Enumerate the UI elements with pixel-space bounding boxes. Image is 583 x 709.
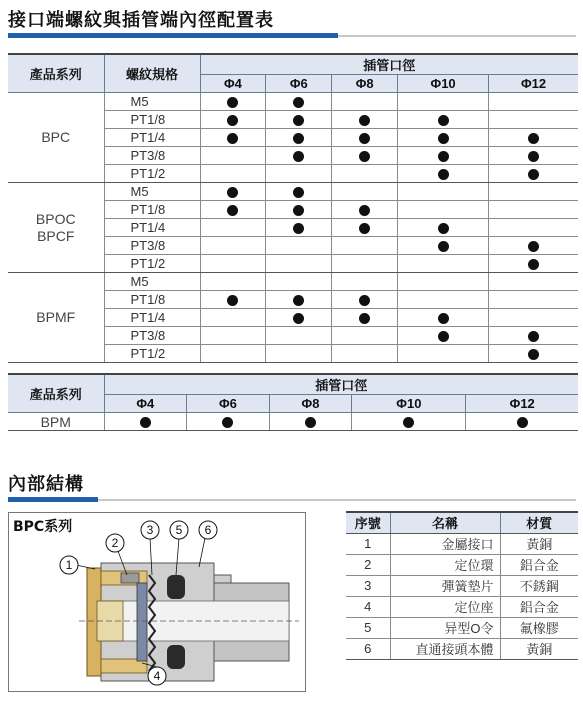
empty-cell: [200, 309, 266, 327]
o-ring: [167, 575, 185, 599]
available-dot-icon: [438, 241, 449, 252]
table-row: [346, 575, 578, 596]
availability-dot-cell: [489, 147, 578, 165]
available-dot-icon: [359, 133, 370, 144]
part-material-cell: 氟橡膠: [500, 617, 578, 638]
empty-cell: [200, 255, 266, 273]
empty-cell: [200, 165, 266, 183]
table-row: [346, 533, 578, 554]
series-cell: BPM: [8, 413, 104, 431]
thread-cell: PT1/8: [104, 291, 200, 309]
thread-cell: M5: [104, 183, 200, 201]
tube-size-header: Φ6: [187, 395, 270, 413]
availability-dot-cell: [200, 201, 266, 219]
availability-dot-cell: [266, 93, 332, 111]
availability-dot-cell: [398, 129, 489, 147]
availability-dot-cell: [266, 291, 332, 309]
col-name-header: 名稱: [390, 512, 500, 533]
empty-cell: [332, 327, 398, 345]
part-name-cell: 金屬接口: [390, 533, 500, 554]
available-dot-icon: [359, 223, 370, 234]
available-dot-icon: [438, 115, 449, 126]
empty-cell: [266, 165, 332, 183]
tube-size-header: Φ4: [104, 395, 187, 413]
availability-dot-cell: [398, 327, 489, 345]
locating-ring: [121, 573, 139, 583]
availability-dot-cell: [398, 219, 489, 237]
availability-dot-cell: [489, 327, 578, 345]
title-rule: [8, 497, 576, 502]
availability-dot-cell: [104, 413, 187, 431]
availability-dot-cell: [489, 255, 578, 273]
col-tube-group-header: 插管口徑: [104, 374, 578, 395]
tube-size-header: Φ12: [489, 75, 578, 93]
availability-dot-cell: [332, 291, 398, 309]
availability-dot-cell: [332, 309, 398, 327]
available-dot-icon: [293, 151, 304, 162]
tube-size-header: Φ6: [266, 75, 332, 93]
available-dot-icon: [528, 169, 539, 180]
empty-cell: [200, 327, 266, 345]
availability-dot-cell: [266, 111, 332, 129]
availability-dot-cell: [200, 129, 266, 147]
callout-number: 5: [175, 523, 183, 537]
thread-cell: PT1/8: [104, 111, 200, 129]
available-dot-icon: [293, 187, 304, 198]
thread-cell: PT1/8: [104, 201, 200, 219]
available-dot-icon: [227, 205, 238, 216]
part-material-cell: 黃銅: [500, 533, 578, 554]
availability-dot-cell: [398, 111, 489, 129]
thread-cell: PT3/8: [104, 327, 200, 345]
available-dot-icon: [227, 97, 238, 108]
part-no-cell: 4: [346, 596, 390, 617]
callout-number: 4: [153, 669, 161, 683]
available-dot-icon: [293, 295, 304, 306]
available-dot-icon: [528, 133, 539, 144]
availability-dot-cell: [266, 201, 332, 219]
available-dot-icon: [140, 417, 151, 428]
thread-cell: M5: [104, 93, 200, 111]
availability-dot-cell: [398, 147, 489, 165]
empty-cell: [200, 345, 266, 363]
availability-dot-cell: [332, 111, 398, 129]
available-dot-icon: [227, 133, 238, 144]
available-dot-icon: [528, 241, 539, 252]
availability-dot-cell: [398, 237, 489, 255]
availability-dot-cell: [266, 129, 332, 147]
empty-cell: [332, 93, 398, 111]
series-cell: BPMF: [8, 273, 104, 363]
available-dot-icon: [293, 115, 304, 126]
part-no-cell: 1: [346, 533, 390, 554]
available-dot-icon: [438, 133, 449, 144]
availability-dot-cell: [200, 291, 266, 309]
title-rule: [8, 33, 576, 38]
available-dot-icon: [359, 205, 370, 216]
available-dot-icon: [438, 331, 449, 342]
availability-dot-cell: [489, 129, 578, 147]
availability-dot-cell: [466, 413, 578, 431]
available-dot-icon: [528, 349, 539, 360]
col-series-header: 產品系列: [8, 54, 104, 93]
available-dot-icon: [403, 417, 414, 428]
empty-cell: [266, 327, 332, 345]
part-material-cell: 鋁合金: [500, 596, 578, 617]
table-row: [8, 273, 578, 291]
col-tube-group-header: 插管口徑: [200, 54, 578, 75]
available-dot-icon: [293, 313, 304, 324]
availability-dot-cell: [266, 183, 332, 201]
available-dot-icon: [227, 187, 238, 198]
availability-dot-cell: [489, 237, 578, 255]
availability-dot-cell: [266, 147, 332, 165]
empty-cell: [200, 237, 266, 255]
available-dot-icon: [528, 259, 539, 270]
availability-dot-cell: [489, 345, 578, 363]
empty-cell: [266, 237, 332, 255]
diagram-label: BPC系列: [13, 519, 73, 535]
availability-dot-cell: [332, 201, 398, 219]
empty-cell: [398, 201, 489, 219]
callout-number: 6: [204, 523, 212, 537]
empty-cell: [332, 165, 398, 183]
available-dot-icon: [293, 205, 304, 216]
availability-dot-cell: [187, 413, 270, 431]
empty-cell: [489, 273, 578, 291]
empty-cell: [398, 273, 489, 291]
empty-cell: [489, 111, 578, 129]
availability-dot-cell: [332, 129, 398, 147]
available-dot-icon: [359, 295, 370, 306]
table-row: [8, 183, 578, 201]
availability-dot-cell: [269, 413, 352, 431]
empty-cell: [200, 219, 266, 237]
empty-cell: [200, 273, 266, 291]
tube-size-header: Φ8: [269, 395, 352, 413]
availability-dot-cell: [266, 219, 332, 237]
tube-size-header: Φ10: [398, 75, 489, 93]
thread-cell: PT3/8: [104, 147, 200, 165]
part-name-cell: 异型O令: [390, 617, 500, 638]
table-row: [346, 617, 578, 638]
available-dot-icon: [438, 169, 449, 180]
availability-dot-cell: [266, 309, 332, 327]
empty-cell: [489, 219, 578, 237]
availability-dot-cell: [200, 93, 266, 111]
part-name-cell: 直通接頭本體: [390, 638, 500, 659]
part-name-cell: 彈簧墊片: [390, 575, 500, 596]
tube-size-header: Φ8: [332, 75, 398, 93]
section-title-internal-structure: 內部結構: [8, 474, 84, 495]
empty-cell: [332, 273, 398, 291]
empty-cell: [332, 255, 398, 273]
part-name-cell: 定位座: [390, 596, 500, 617]
part-no-cell: 6: [346, 638, 390, 659]
availability-dot-cell: [332, 219, 398, 237]
available-dot-icon: [305, 417, 316, 428]
empty-cell: [332, 183, 398, 201]
availability-dot-cell: [352, 413, 466, 431]
available-dot-icon: [227, 115, 238, 126]
part-material-cell: 不銹鋼: [500, 575, 578, 596]
available-dot-icon: [227, 295, 238, 306]
table-row: [346, 638, 578, 659]
tube-size-header: Φ12: [466, 395, 578, 413]
empty-cell: [266, 345, 332, 363]
empty-cell: [266, 255, 332, 273]
part-name-cell: 定位環: [390, 554, 500, 575]
thread-cell: PT3/8: [104, 237, 200, 255]
empty-cell: [489, 183, 578, 201]
availability-dot-cell: [200, 111, 266, 129]
empty-cell: [398, 255, 489, 273]
empty-cell: [489, 201, 578, 219]
available-dot-icon: [359, 313, 370, 324]
col-series-header: 產品系列: [8, 374, 104, 413]
empty-cell: [398, 345, 489, 363]
available-dot-icon: [293, 223, 304, 234]
thread-cell: PT1/4: [104, 219, 200, 237]
parts-table: [346, 511, 578, 660]
available-dot-icon: [438, 223, 449, 234]
thread-cell: PT1/2: [104, 165, 200, 183]
part-no-cell: 5: [346, 617, 390, 638]
availability-dot-cell: [398, 165, 489, 183]
availability-dot-cell: [489, 165, 578, 183]
tube-size-header: Φ4: [200, 75, 266, 93]
callout-number: 2: [111, 536, 119, 550]
series-cell: BPC: [8, 93, 104, 183]
callout-number: 1: [65, 558, 73, 572]
available-dot-icon: [359, 115, 370, 126]
fitting-cross-section: [9, 513, 307, 693]
col-no-header: 序號: [346, 512, 390, 533]
empty-cell: [398, 93, 489, 111]
empty-cell: [332, 345, 398, 363]
bpm-table: [8, 373, 578, 431]
thread-cell: PT1/2: [104, 345, 200, 363]
availability-dot-cell: [398, 309, 489, 327]
availability-dot-cell: [200, 183, 266, 201]
available-dot-icon: [438, 151, 449, 162]
available-dot-icon: [293, 97, 304, 108]
thread-cell: M5: [104, 273, 200, 291]
thread-cell: PT1/4: [104, 309, 200, 327]
available-dot-icon: [359, 151, 370, 162]
table-row: [346, 554, 578, 575]
series-cell: BPOC BPCF: [8, 183, 104, 273]
col-thread-header: 螺紋規格: [104, 54, 200, 93]
empty-cell: [398, 183, 489, 201]
available-dot-icon: [293, 133, 304, 144]
available-dot-icon: [438, 313, 449, 324]
empty-cell: [332, 237, 398, 255]
part-material-cell: 鋁合金: [500, 554, 578, 575]
empty-cell: [489, 291, 578, 309]
callout-number: 3: [146, 523, 154, 537]
empty-cell: [489, 93, 578, 111]
part-no-cell: 3: [346, 575, 390, 596]
page-title: 接口端螺紋與插管端內徑配置表: [8, 10, 274, 31]
table-row: [346, 596, 578, 617]
available-dot-icon: [517, 417, 528, 428]
thread-cell: PT1/2: [104, 255, 200, 273]
availability-dot-cell: [332, 147, 398, 165]
bpc-structure-diagram: [8, 512, 306, 692]
table-row: [8, 413, 578, 431]
available-dot-icon: [528, 151, 539, 162]
thread-cell: PT1/4: [104, 129, 200, 147]
thread-tube-table: [8, 53, 578, 363]
part-material-cell: 黃銅: [500, 638, 578, 659]
empty-cell: [489, 309, 578, 327]
empty-cell: [398, 291, 489, 309]
empty-cell: [266, 273, 332, 291]
positioning-seat: [137, 583, 147, 661]
part-no-cell: 2: [346, 554, 390, 575]
table-row: [8, 93, 578, 111]
available-dot-icon: [222, 417, 233, 428]
empty-cell: [200, 147, 266, 165]
tube-size-header: Φ10: [352, 395, 466, 413]
available-dot-icon: [528, 331, 539, 342]
col-material-header: 材質: [500, 512, 578, 533]
